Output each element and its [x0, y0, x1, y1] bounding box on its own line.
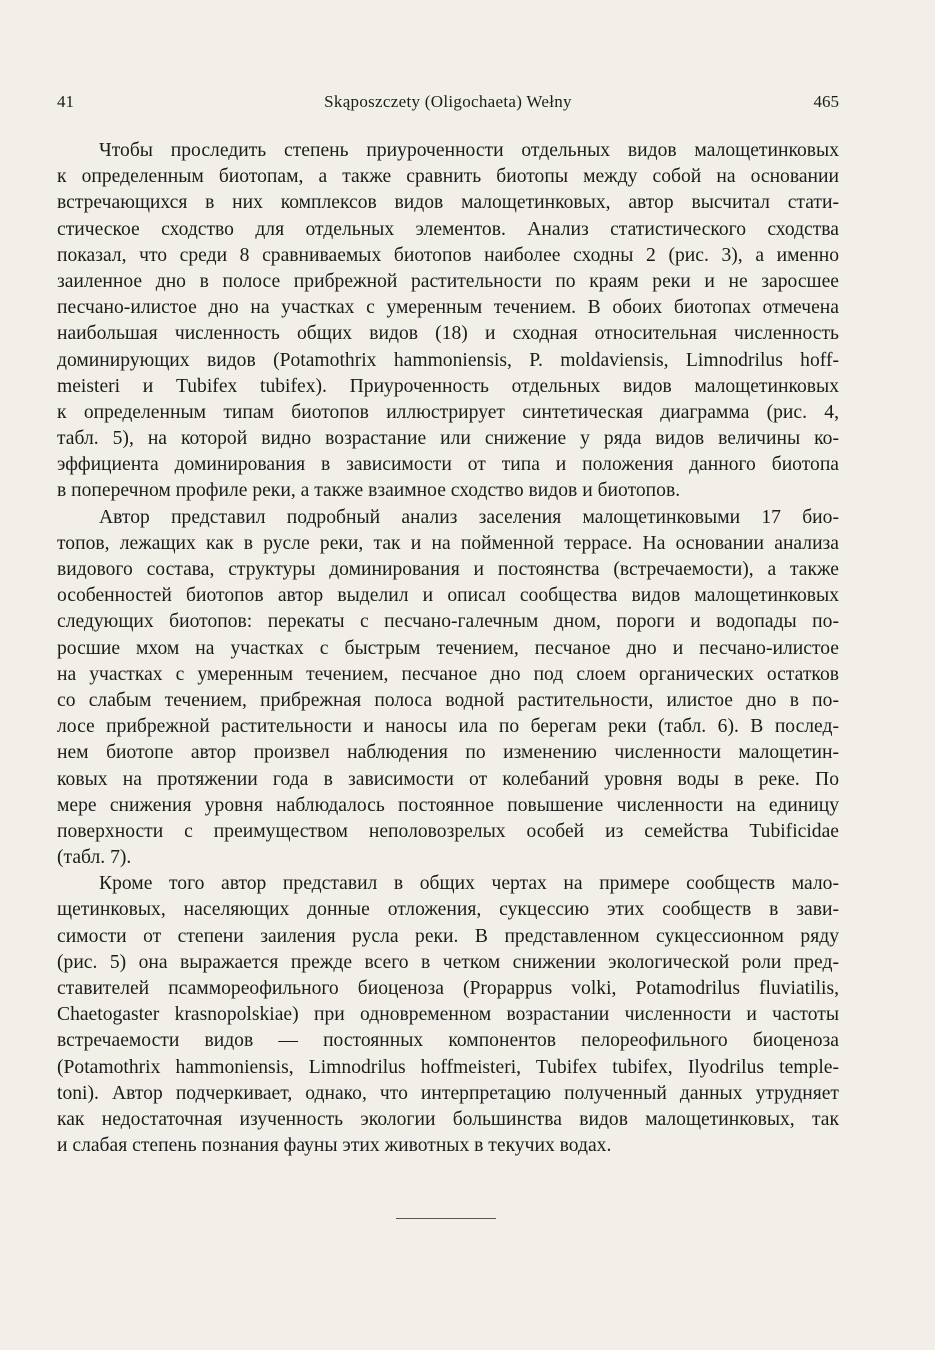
text-line: Chaetogaster krasnopolskiae) при одновременном возрастании численности и частоты: [57, 1004, 839, 1026]
text-line: toni). Автор подчеркивает, однако, что интерпретацию полученный данных утрудняет: [57, 1082, 839, 1104]
text-line: (рис. 5) она выражается прежде всего в четком снижении экологической роли пред-: [57, 951, 839, 973]
text-line: поверхности с преимуществом неполовозрелых особей из семейства Tubificidae: [57, 820, 839, 842]
text-line: встречающихся в них комплексов видов малощетинковых, автор высчитал стати-: [57, 192, 839, 214]
text-line: особенностей биотопов автор выделил и описал сообщества видов малощетинковых: [57, 585, 839, 607]
text-line: песчано-илистое дно на участках с умеренным течением. В обоих биотопах отмечена: [57, 297, 839, 319]
text-line: на участках с умеренным течением, песчаное дно под слоем органических остатков: [57, 663, 839, 685]
text-line: щетинковых, населяющих донные отложения, сукцессию этих сообществ в зави-: [57, 899, 839, 921]
paragraph: [57, 505, 839, 872]
paragraph: [57, 138, 839, 505]
paragraph: [57, 871, 839, 1159]
text-line: ставителей псаммореофильного биоценоза (Propappus volki, Potamodrilus fluviatilis,: [57, 978, 839, 999]
text-line: видового состава, структуры доминирования и постоянства (встречаемости), а также: [57, 559, 839, 580]
text-line: ковых на протяжении года в зависимости от колебаний уровня воды в реке. По: [57, 768, 839, 790]
text-line: топов, лежащих как в русле реки, так и на пойменной террасе. На основании анализа: [57, 532, 839, 554]
text-line: как недостаточная изученность экологии большинства видов малощетинковых, так: [57, 1108, 839, 1130]
text-line: и слабая степень познания фауны этих животных в текучих водах.: [57, 1135, 612, 1157]
text-line: эффициента доминирования в зависимости от типа и положения данного биотопа: [57, 454, 839, 476]
text-line: стическое сходство для отдельных элементов. Анализ статистического сходства: [57, 218, 839, 240]
text-line: нем биотопе автор произвел наблюдения по изменению численности малощетин-: [57, 742, 839, 764]
page-number-left: 41: [57, 92, 74, 111]
running-head: [57, 90, 839, 114]
text-line: к определенным биотопам, а также сравнить биотопы между собой на основании: [57, 166, 839, 188]
text-line: Кроме того автор представил в общих чертах на примере сообществ мало-: [99, 873, 839, 895]
text-line: росшие мхом на участках с быстрым течением, песчаное дно и песчано-илистое: [57, 637, 839, 659]
text-line: meisteri и Tubifex tubifex). Приуроченность отдельных видов малощетинковых: [57, 375, 839, 397]
text-line: со слабым течением, прибрежная полоса водной растительности, илистое дно в по-: [57, 689, 839, 711]
text-line: Автор представил подробный анализ заселения малощетинковыми 17 био-: [99, 506, 839, 528]
text-line: наибольшая численность общих видов (18) и сходная относительная численность: [57, 323, 839, 345]
running-title: Skąposzczety (Oligochaeta) Wełny: [324, 92, 572, 111]
text-line: в поперечном профиле реки, а также взаимное сходство видов и биотопов.: [57, 480, 681, 502]
text-line: мере снижения уровня наблюдалось постоянное повышение численности на единицу: [57, 794, 839, 816]
text-line: лосе прибрежной растительности и наносы ила по берегам реки (табл. 6). В послед-: [57, 716, 839, 738]
closing-rule: [396, 1218, 496, 1219]
text-line: к определенным типам биотопов иллюстрирует синтетическая диаграмма (рис. 4,: [57, 401, 839, 423]
text-line: следующих биотопов: перекаты с песчано-галечным дном, пороги и водопады по-: [57, 611, 839, 633]
text-line: встречаемости видов — постоянных компонентов пелореофильного биоценоза: [57, 1030, 839, 1052]
body-text: [57, 138, 839, 1159]
text-line: табл. 5), на которой видно возрастание или снижение у ряда видов величины ко-: [57, 428, 839, 450]
page-number-right: 465: [813, 92, 839, 111]
text-line: заиленное дно в полосе прибрежной растительности по краям реки и не заросшее: [57, 270, 839, 292]
text-line: (табл. 7).: [57, 847, 132, 869]
text-line: доминирующих видов (Potamothrix hammoniensis, P. moldaviensis, Limnodrilus hoff-: [57, 349, 839, 371]
text-line: показал, что среди 8 сравниваемых биотопов наиболее сходны 2 (рис. 3), а именно: [57, 244, 839, 266]
text-line: Чтобы проследить степень приуроченности отдельных видов малощетинковых: [99, 140, 839, 161]
text-line: симости от степени заиления русла реки. В представленном сукцессионном ряду: [57, 925, 839, 947]
text-line: (Potamothrix hammoniensis, Limnodrilus hoffmeisteri, Tubifex tubifex, Ilyodrilus temple-: [57, 1056, 839, 1078]
